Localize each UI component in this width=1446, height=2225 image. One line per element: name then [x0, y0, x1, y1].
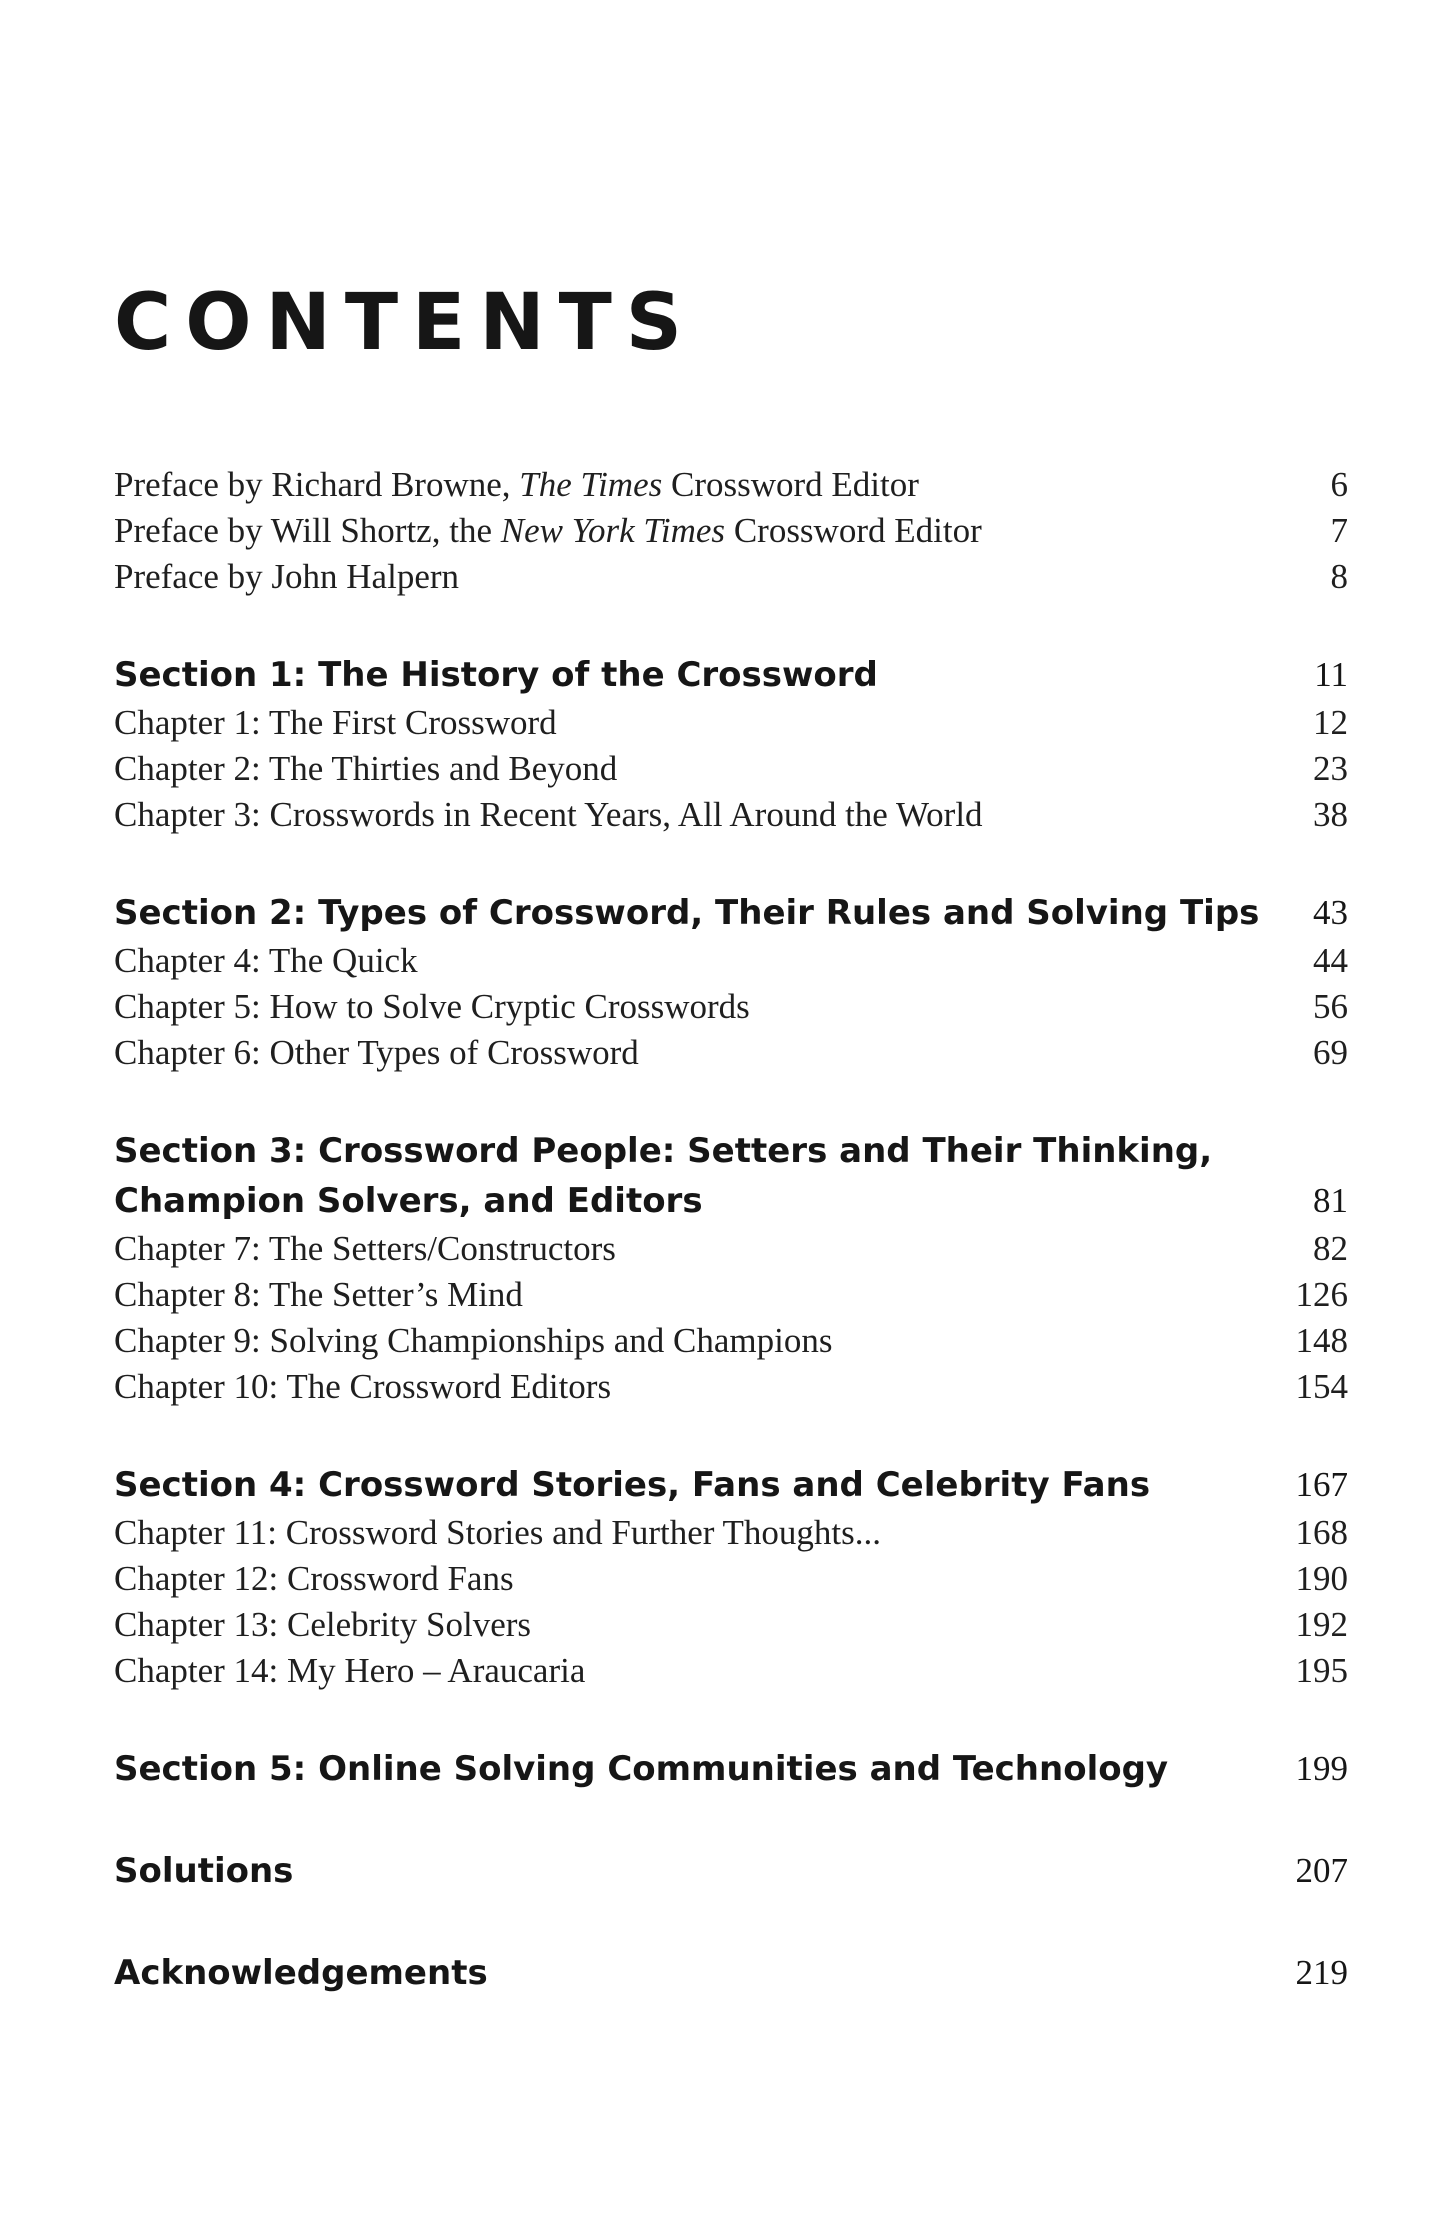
chapter-title: Chapter 4: The Quick	[114, 941, 418, 980]
page-number: 56	[1313, 987, 1348, 1026]
page-number: 199	[1295, 1749, 1348, 1788]
toc-chapter-8[interactable]	[114, 1272, 1348, 1318]
chapter-title: Chapter 6: Other Types of Crossword	[114, 1033, 639, 1072]
table-of-contents	[114, 462, 1348, 2050]
toc-chapter-4[interactable]	[114, 938, 1348, 984]
section-4-group	[114, 1460, 1348, 1694]
section-3-group	[114, 1126, 1348, 1410]
entry-title: Preface by Will Shortz, the New York Times Crossword Editor	[114, 511, 982, 550]
page-number: 7	[1330, 511, 1348, 550]
chapter-title: Chapter 11: Crossword Stories and Further Thoughts...	[114, 1513, 882, 1552]
page-number: 148	[1295, 1321, 1348, 1360]
page-number: 81	[1313, 1181, 1348, 1220]
section-title: Acknowledgements	[114, 1953, 488, 1993]
page-number: 23	[1313, 749, 1348, 788]
toc-entry-preface-halpern[interactable]	[114, 554, 1348, 600]
page-number: 11	[1314, 655, 1348, 694]
page-number: 69	[1313, 1033, 1348, 1072]
section-title-continued: Champion Solvers, and Editors	[114, 1181, 703, 1221]
toc-chapter-12[interactable]	[114, 1556, 1348, 1602]
page-number: 167	[1295, 1465, 1348, 1504]
toc-entry-preface-shortz[interactable]	[114, 508, 1348, 554]
section-title: Solutions	[114, 1851, 294, 1891]
toc-chapter-1[interactable]	[114, 700, 1348, 746]
chapter-title: Chapter 13: Celebrity Solvers	[114, 1605, 532, 1644]
page-number: 219	[1295, 1953, 1348, 1992]
toc-chapter-3[interactable]	[114, 792, 1348, 838]
toc-section-3-line-2[interactable]	[114, 1176, 1348, 1226]
prefaces-group	[114, 462, 1348, 600]
chapter-title: Chapter 10: The Crossword Editors	[114, 1367, 612, 1406]
chapter-title: Chapter 14: My Hero – Araucaria	[114, 1651, 586, 1690]
section-title: Section 3: Crossword People: Setters and Their Thinking,	[114, 1131, 1213, 1171]
chapter-title: Chapter 9: Solving Championships and Champions	[114, 1321, 833, 1360]
toc-chapter-10[interactable]	[114, 1364, 1348, 1410]
chapter-title: Chapter 8: The Setter’s Mind	[114, 1275, 523, 1314]
entry-title: Preface by Richard Browne, The Times Crossword Editor	[114, 465, 919, 504]
page-number: 168	[1295, 1513, 1348, 1552]
page-title: CONTENTS	[114, 278, 696, 368]
toc-chapter-6[interactable]	[114, 1030, 1348, 1076]
section-title: Section 5: Online Solving Communities and Technology	[114, 1749, 1169, 1789]
acknowledgements-group	[114, 1948, 1348, 1998]
page-number: 12	[1313, 703, 1348, 742]
entry-title: Preface by John Halpern	[114, 557, 460, 596]
page-number: 6	[1330, 465, 1348, 504]
toc-acknowledgements[interactable]	[114, 1948, 1348, 1998]
toc-section-2[interactable]	[114, 888, 1348, 938]
chapter-title: Chapter 2: The Thirties and Beyond	[114, 749, 618, 788]
page-number: 207	[1295, 1851, 1348, 1890]
toc-entry-preface-browne[interactable]	[114, 462, 1348, 508]
toc-chapter-2[interactable]	[114, 746, 1348, 792]
toc-section-5[interactable]	[114, 1744, 1348, 1794]
toc-section-1[interactable]	[114, 650, 1348, 700]
chapter-title: Chapter 1: The First Crossword	[114, 703, 557, 742]
page-number: 195	[1295, 1651, 1348, 1690]
toc-chapter-11[interactable]	[114, 1510, 1348, 1556]
solutions-group	[114, 1846, 1348, 1896]
section-2-group	[114, 888, 1348, 1076]
toc-chapter-14[interactable]	[114, 1648, 1348, 1694]
section-title: Section 1: The History of the Crossword	[114, 655, 878, 695]
section-title: Section 2: Types of Crossword, Their Rules and Solving Tips	[114, 893, 1260, 933]
toc-chapter-9[interactable]	[114, 1318, 1348, 1364]
toc-section-3-line-1[interactable]	[114, 1126, 1348, 1176]
page-number: 82	[1313, 1229, 1348, 1268]
page-number: 190	[1295, 1559, 1348, 1598]
page-number: 43	[1313, 893, 1348, 932]
toc-solutions[interactable]	[114, 1846, 1348, 1896]
chapter-title: Chapter 12: Crossword Fans	[114, 1559, 514, 1598]
chapter-title: Chapter 3: Crosswords in Recent Years, All Around the World	[114, 795, 983, 834]
page-number: 126	[1295, 1275, 1348, 1314]
toc-chapter-7[interactable]	[114, 1226, 1348, 1272]
toc-chapter-13[interactable]	[114, 1602, 1348, 1648]
page-number: 192	[1295, 1605, 1348, 1644]
page-number: 154	[1295, 1367, 1348, 1406]
page-number: 38	[1313, 795, 1348, 834]
page-number: 8	[1330, 557, 1348, 596]
section-1-group	[114, 650, 1348, 838]
toc-section-4[interactable]	[114, 1460, 1348, 1510]
chapter-title: Chapter 7: The Setters/Constructors	[114, 1229, 616, 1268]
section-title: Section 4: Crossword Stories, Fans and Celebrity Fans	[114, 1465, 1151, 1505]
toc-chapter-5[interactable]	[114, 984, 1348, 1030]
chapter-title: Chapter 5: How to Solve Cryptic Crosswords	[114, 987, 750, 1026]
page-number: 44	[1313, 941, 1348, 980]
section-5-group	[114, 1744, 1348, 1794]
